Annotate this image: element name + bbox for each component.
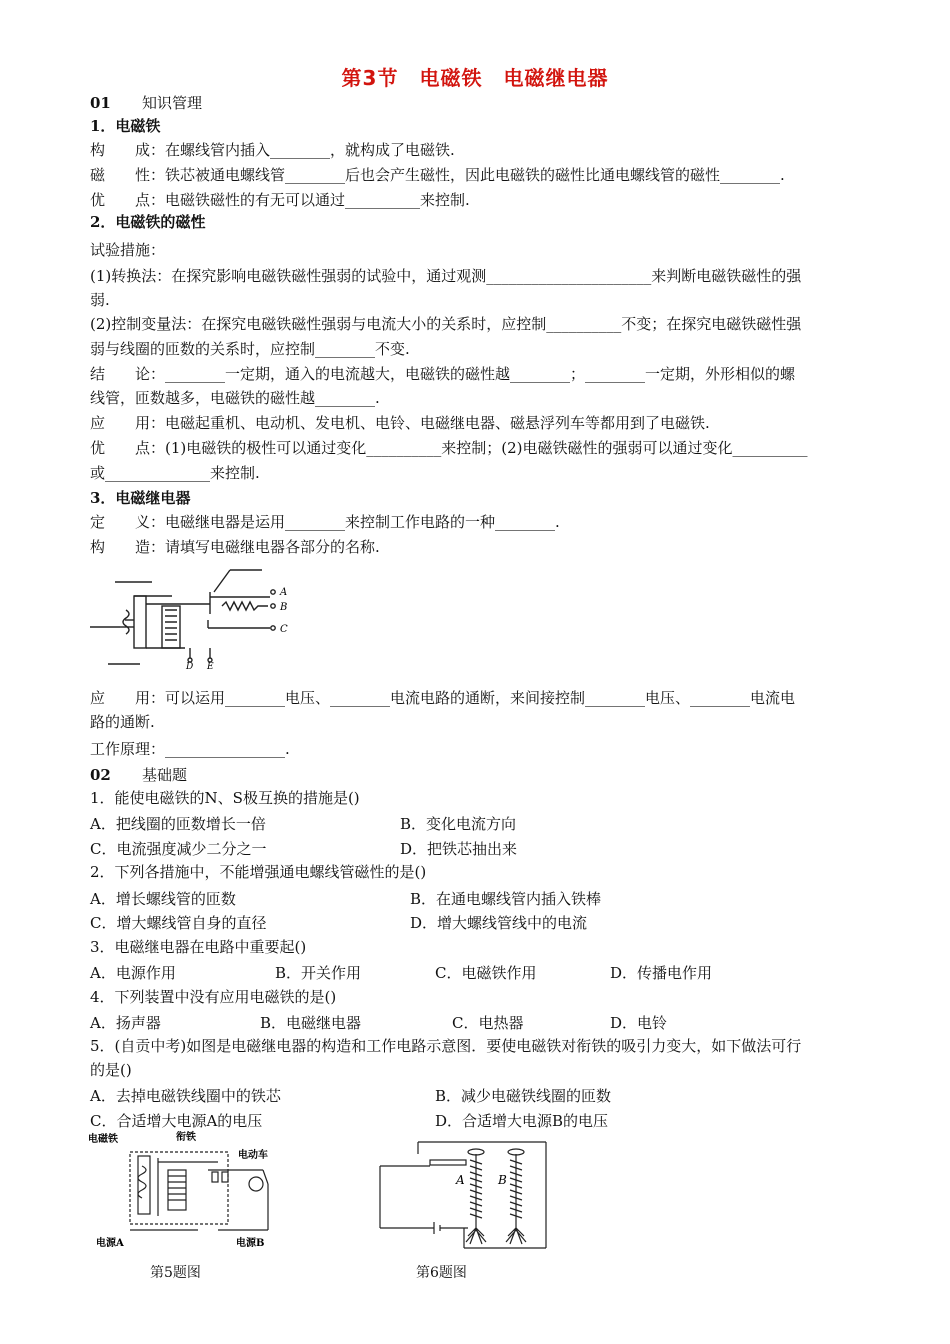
option: C．增大螺线管自身的直径 bbox=[90, 914, 267, 932]
fig5-label-armature: 衔铁 bbox=[176, 1132, 196, 1143]
option: C．合适增大电源A的电压 bbox=[90, 1112, 263, 1130]
text-line: 应 用：可以运用________电压、________电流电路的通断，来间接控制________电压、________电流电 bbox=[90, 689, 796, 707]
option: C．电热器 bbox=[452, 1014, 524, 1032]
section-knowledge bbox=[90, 92, 202, 113]
option: A．把线圈的匝数增长一倍 bbox=[90, 815, 266, 833]
section-number: 02 bbox=[90, 766, 111, 784]
text-line: 弱与线圈的匝数的关系时，应控制________不变. bbox=[90, 340, 410, 358]
section-label: 基础题 bbox=[142, 766, 188, 784]
section-basic bbox=[90, 764, 187, 785]
text-line: 磁 性：铁芯被通电螺线管________后也会产生磁性，因此电磁铁的磁性比通电螺线管的磁性________. bbox=[90, 166, 785, 184]
text-line: 构 成：在螺线管内插入________，就构成了电磁铁. bbox=[90, 141, 455, 159]
text-line: 结 论：________一定期，通入的电流越大，电磁铁的磁性越________；________一定期，外形相似的螺 bbox=[90, 365, 796, 383]
text-line: 构 造：请填写电磁继电器各部分的名称. bbox=[90, 538, 380, 556]
option: B．在通电螺线管内插入铁棒 bbox=[410, 890, 602, 908]
question-stem: 1．能使电磁铁的N、S极互换的措施是() bbox=[90, 789, 360, 807]
option: B．开关作用 bbox=[275, 964, 362, 982]
text-line: (2)控制变量法：在探究电磁铁磁性强弱与电流大小的关系时，应控制__________不变；在探究电磁铁磁性强 bbox=[90, 315, 802, 333]
option: D．传播电作用 bbox=[610, 964, 713, 982]
text-line: 弱. bbox=[90, 291, 110, 309]
fig6-label-a: A bbox=[456, 1173, 465, 1187]
text-line: 线管，匝数越多，电磁铁的磁性越________. bbox=[90, 389, 380, 407]
figure-q5-relay-circuit bbox=[88, 1130, 288, 1250]
text-line: 试验措施： bbox=[90, 241, 166, 259]
text-line: (1)转换法：在探究影响电磁铁磁性强弱的试验中，通过观测______________________来判断电磁铁磁性的强 bbox=[90, 267, 802, 285]
text-line: 定 义：电磁继电器是运用________来控制工作电路的一种________. bbox=[90, 513, 560, 531]
fig5-label-motor: 电动车 bbox=[238, 1150, 268, 1161]
text-line: 应 用：电磁起重机、电动机、发电机、电铃、电磁继电器、磁悬浮列车等都用到了电磁铁. bbox=[90, 414, 710, 432]
option: A．去掉电磁铁线圈中的铁芯 bbox=[90, 1087, 281, 1105]
option: B．减少电磁铁线圈的匝数 bbox=[435, 1087, 612, 1105]
option: B．变化电流方向 bbox=[400, 815, 517, 833]
question-stem-cont: 的是() bbox=[90, 1061, 132, 1079]
option: A．扬声器 bbox=[90, 1014, 161, 1032]
fig6-label-b: B bbox=[498, 1173, 507, 1187]
option: D．把铁芯抽出来 bbox=[400, 840, 518, 858]
text-line: 或______________来控制. bbox=[90, 464, 260, 482]
figure-q6-electromagnets bbox=[370, 1132, 550, 1252]
option: C．电流强度减少二分之一 bbox=[90, 840, 267, 858]
option: D．电铃 bbox=[610, 1014, 668, 1032]
option: B．电磁继电器 bbox=[260, 1014, 362, 1032]
section-label: 知识管理 bbox=[142, 94, 203, 112]
figure-caption: 第6题图 bbox=[416, 1265, 467, 1281]
fig5-label-electromagnet: 电磁铁 bbox=[88, 1134, 118, 1145]
option: A．电源作用 bbox=[90, 964, 176, 982]
question-stem: 3．电磁继电器在电路中重要起() bbox=[90, 938, 307, 956]
option: C．电磁铁作用 bbox=[435, 964, 537, 982]
text-line: 优 点：(1)电磁铁的极性可以通过变化__________来控制；(2)电磁铁磁性的强弱可以通过变化__________ bbox=[90, 439, 808, 457]
fig5-label-source-b: 电源B bbox=[236, 1238, 265, 1249]
option: D．合适增大电源B的电压 bbox=[435, 1112, 609, 1130]
page-title: 第3节 电磁铁 电磁继电器 bbox=[341, 66, 609, 90]
figure-caption: 第5题图 bbox=[150, 1265, 201, 1281]
fig-label-c: C bbox=[280, 624, 288, 635]
heading-relay: 3．电磁继电器 bbox=[90, 489, 191, 507]
question-stem: 2．下列各措施中，不能增强通电螺线管磁性的是() bbox=[90, 863, 427, 881]
section-number: 01 bbox=[90, 94, 111, 112]
option: D．增大螺线管线中的电流 bbox=[410, 914, 588, 932]
fig5-label-source-a: 电源A bbox=[96, 1238, 124, 1249]
fig-label-b: B bbox=[280, 602, 288, 613]
question-stem: 5．(自贡中考)如图是电磁继电器的构造和工作电路示意图．要使电磁铁对衔铁的吸引力变大，如下做法可行 bbox=[90, 1037, 802, 1055]
question-stem: 4．下列装置中没有应用电磁铁的是() bbox=[90, 988, 337, 1006]
fig-label-a: A bbox=[280, 587, 288, 598]
option: A．增长螺线管的匝数 bbox=[90, 890, 236, 908]
text-line: 工作原理：________________. bbox=[90, 740, 290, 758]
relay-structure-figure bbox=[90, 562, 300, 670]
text-line: 路的通断. bbox=[90, 713, 155, 731]
heading-electromagnet: 1．电磁铁 bbox=[90, 117, 161, 135]
heading-magnetism: 2．电磁铁的磁性 bbox=[90, 213, 206, 231]
fig-label-e: E bbox=[207, 662, 214, 670]
text-line: 优 点：电磁铁磁性的有无可以通过__________来控制. bbox=[90, 191, 470, 209]
fig-label-d: D bbox=[186, 662, 194, 670]
